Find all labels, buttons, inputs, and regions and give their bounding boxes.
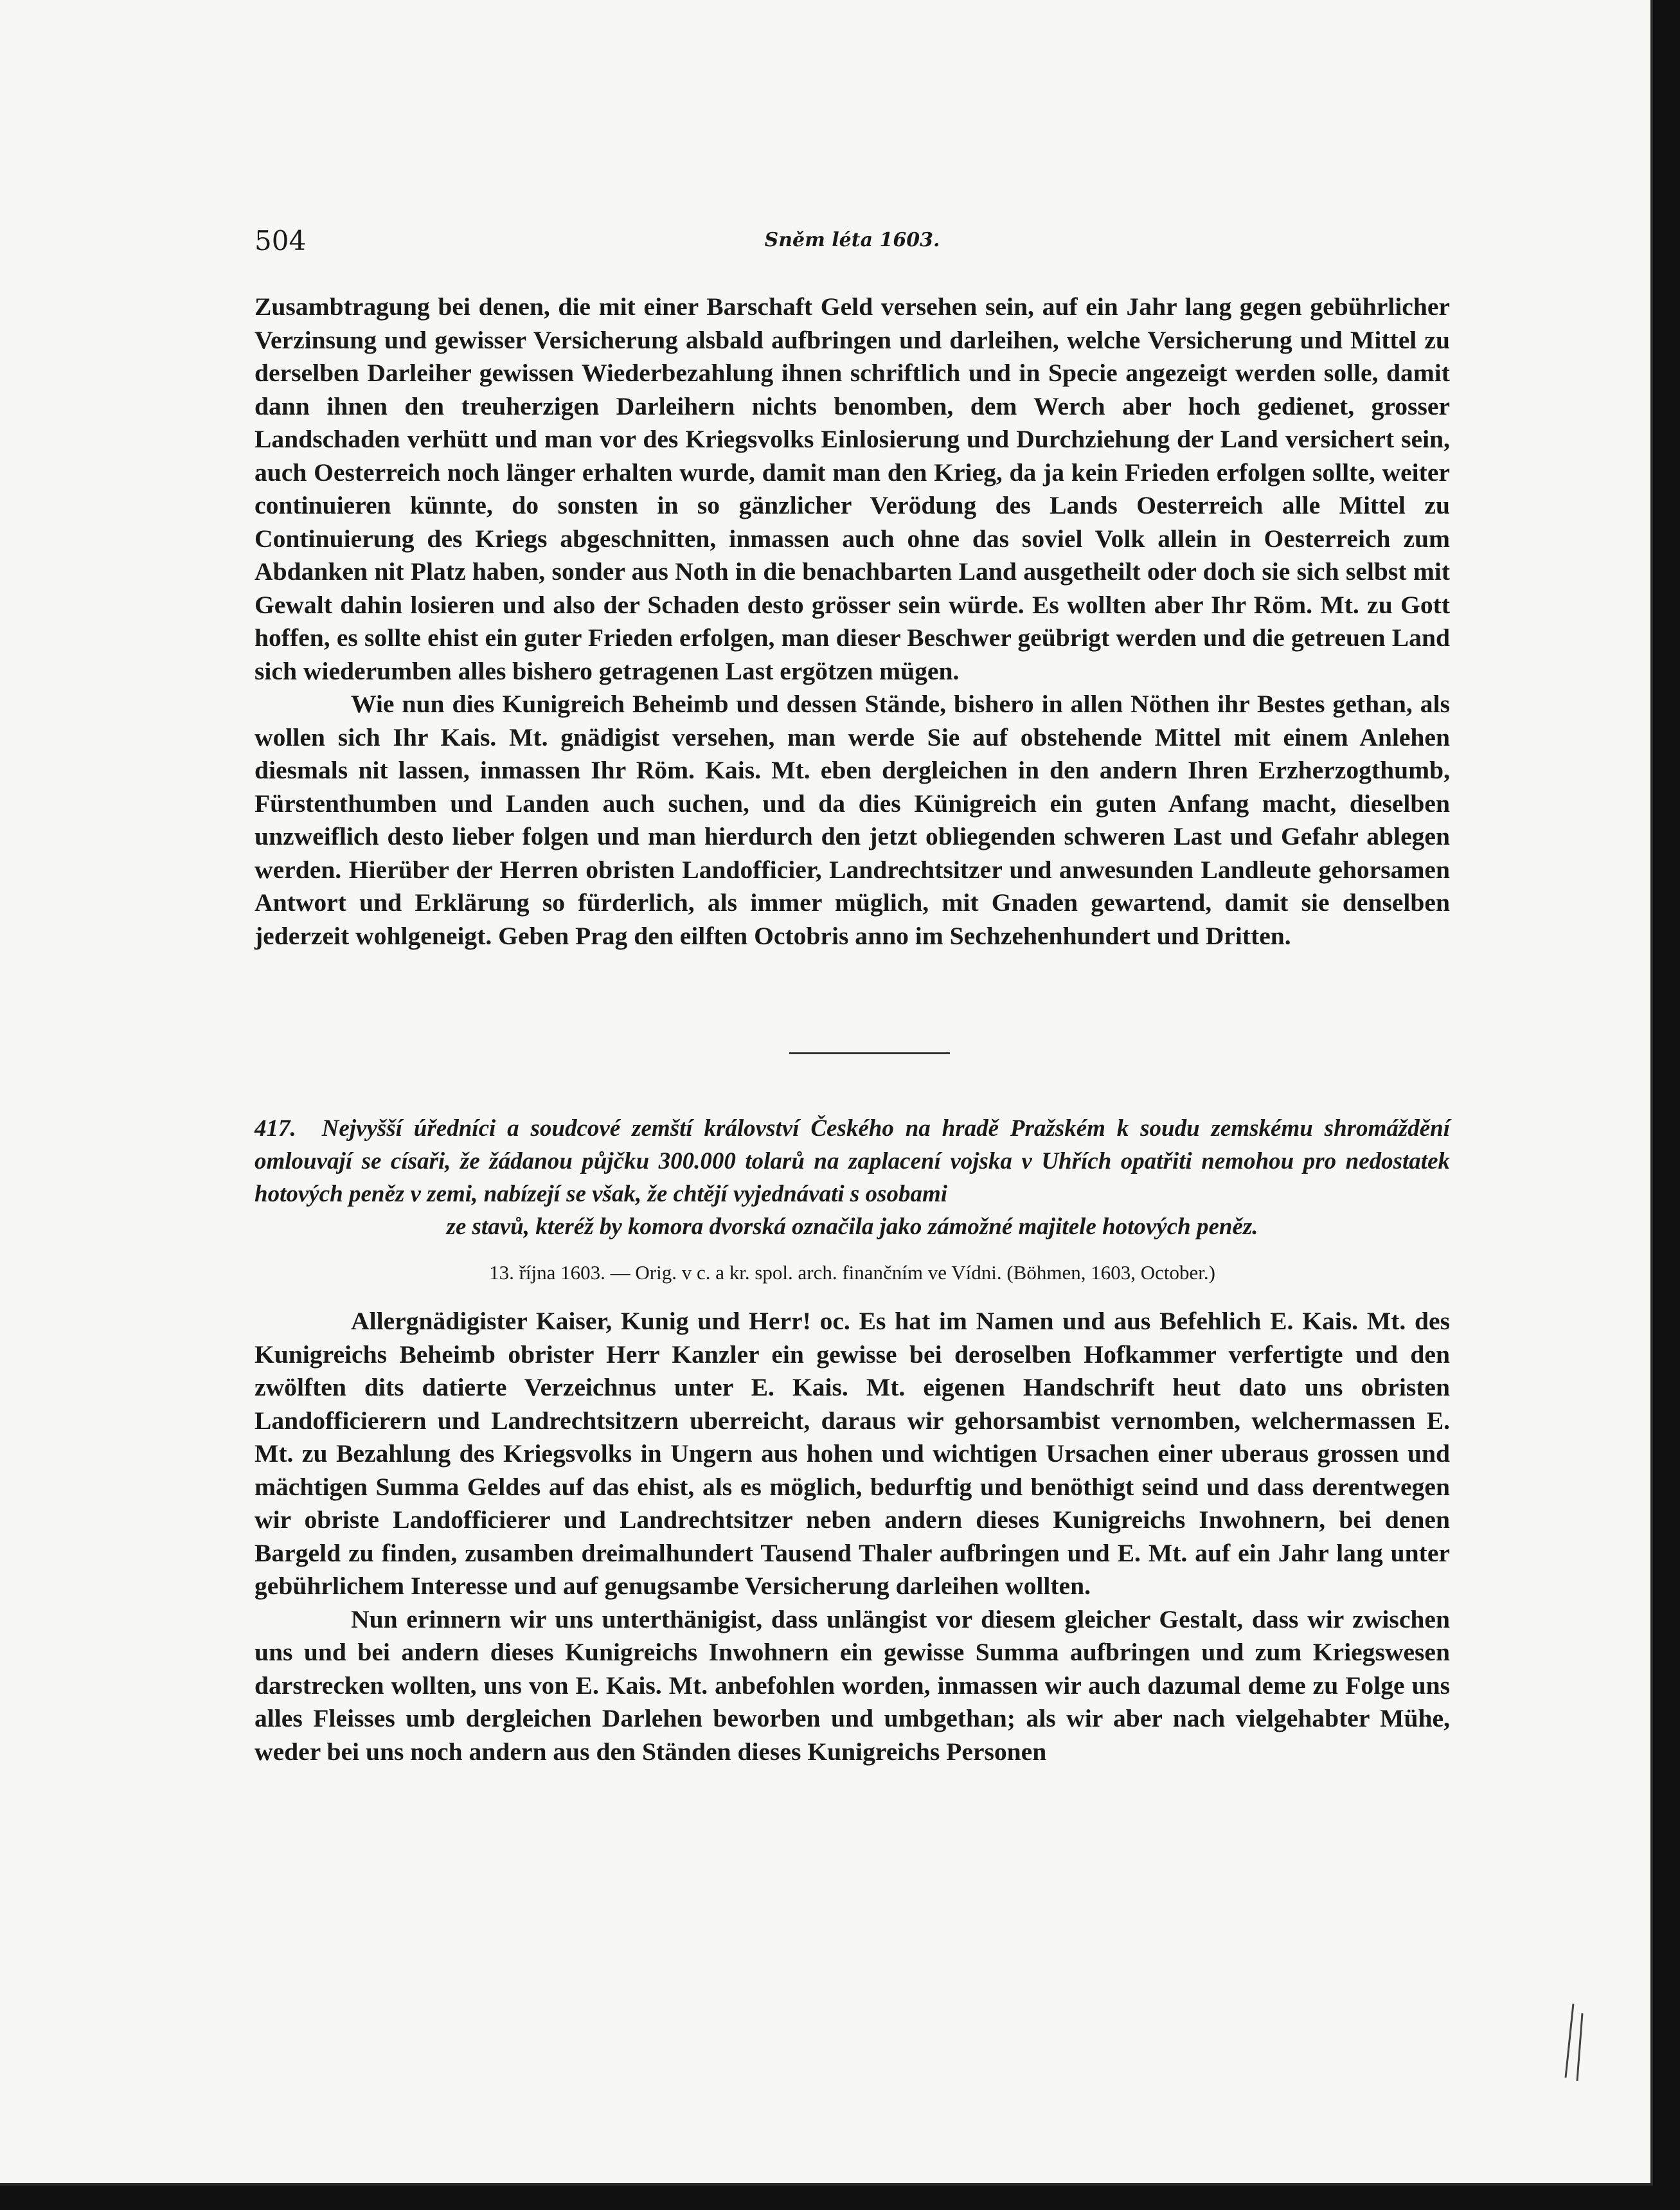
page-number: 504: [255, 225, 307, 256]
paragraph: Zusambtragung bei denen, die mit einer Barschaft Geld versehen sein, auf ein Jahr lang gegen gebührlicher Verzinsung und gewisser Versicherung alsbald aufbringen und darleihen, welche Versicherung und Mittel zu derselben Darleiher gewissen Wiederbezahlung ihnen schriftlich und in Specie angezeigt werden solle, damit dann ihnen den treuherzigen Darleihern nichts benomben, dem Werch aber hoch gedienet, grosser Landschaden verhütt und man vor des Kriegsvolks Einlosierung und Durchziehung der Land versichert sein, auch Oesterreich noch länger erhalten wurde, damit man den Krieg, da ja kein Frieden erfolgen sollte, weiter continuieren künnte, do sonsten in so gänzlicher Verödung des Lands Oesterreich alle Mittel zu Continuierung des Kriegs abgeschnitten, inmassen auch ohne das soviel Volk allein in Oesterreich zum Abdanken nit Platz haben, sonder aus Noth in die benachbarten Land ausgetheilt oder doch sie sich selbst mit Gewalt dahin losieren und also der Schaden desto grösser sein würde. Es wollten aber Ihr Röm. Mt. zu Gott hoffen, es sollte ehist ein guter Frieden erfolgen, man dieser Beschwer geübrigt werden und die getreuen Land sich wiederumben alles bishero getragenen Last ergötzen mügen.: [255, 292, 1450, 685]
paragraph: Allergnädigister Kaiser, Kunig und Herr! oc. Es hat im Namen und aus Befehlich E. Kais. Mt. des Kunigreichs Beheimb obrister Herr Kanzler ein gewisse bei deroselben Hofkammer verfertigte und den zwölften dits datierte Verzeichnus unter E. Kais. Mt. eigenen Handschrift heut dato uns obristen Landofficierern und Landrechtsitzern uberreicht, daraus wir gehorsambist vernomben, welchermassen E. Mt. zu Bezahlung des Kriegsvolks in Ungern aus hohen und wichtigen Ursachen einer uberaus grossen und mächtigen Summa Geldes auf das ehist, als es möglich, bedurftig und benöthigt seind und dass derentwegen wir obriste Landofficierer und Landrechtsitzer neben andern dieses Kunigreichs Inwohnern, bei denen Bargeld zu finden, zusamben dreimalhundert Tausend Thaler aufbringen und E. Mt. auf ein Jahr lang unter gebührlichem Interesse und auf genugsambe Versicherung darleihen wollten.: [255, 1307, 1450, 1600]
paragraph: Nun erinnern wir uns unterthänigist, dass unlängist vor diesem gleicher Gestalt, dass wir zwischen uns und bei andern dieses Kunigreichs Inwohnern ein gewisse Summa aufbringen und zum Kriegswesen darstrecken wollten, uns von E. Kais. Mt. anbefohlen worden, inmassen wir auch dazumal deme zu Folge uns alles Fleisses umb dergleichen Darlehen beworben und umbgethan; als wir aber nach vielgehabter Mühe, weder bei uns noch andern aus den Ständen dieses Kunigreichs Personen: [255, 1604, 1450, 1766]
document-heading: [255, 1112, 1450, 1243]
section-divider: [789, 1052, 950, 1054]
paragraph: Wie nun dies Kunigreich Beheimb und dessen Stände, bishero in allen Nöthen ihr Bestes gethan, als wollen sich Ihr Kais. Mt. gnädigist versehen, man werde Sie auf obstehende Mittel mit einem Anlehen diesmals nit lassen, inmassen Ihr Röm. Kais. Mt. eben dergleichen in den andern Ihren Erzherzogthumb, Fürstenthumben und Landen auch suchen, und da dies Künigreich ein guten Anfang macht, dieselben unzweiflich desto lieber folgen und man hierdurch den jetzt obliegenden schweren Last und Gefahr ablegen werden. Hierüber der Herren obristen Landofficier, Landrechtsitzer und anwesunden Landleute gehorsamen Antwort und Erklärung so fürderlich, als immer müglich, mit Gnaden gewartend, damit sie denselben jederzeit wohlgeneigt. Geben Prag den eilften Octobris anno im Sechzehenhundert und Dritten.: [255, 690, 1450, 950]
page-header: [255, 225, 1450, 264]
running-head: Sněm léta 1603.: [764, 229, 940, 251]
text-block-top: [255, 291, 1450, 953]
margin-pencil-mark: [1554, 2000, 1593, 2084]
document-title-last-line: ze stavů, kteréž by komora dvorská označila jako zámožné majitele hotových peněz.: [446, 1214, 1258, 1240]
text-block-bottom: [255, 1305, 1450, 1768]
document-number: 417.: [255, 1115, 296, 1142]
document-title: Nejvyšší úředníci a soudcové zemští království Českého na hradě Pražském k soudu zemskému shromáždění omlouvají se císaři, že žádanou půjčku 300.000 tolarů na zaplacení vojska v Uhřích opatřiti nemohou pro nedostatek hotových peněz v zemi, nabízejí se však, že chtějí vyjednávati s osobami: [255, 1115, 1450, 1207]
source-note: 13. října 1603. — Orig. v c. a kr. spol. arch. finančním ve Vídni. (Böhmen, 1603, October.): [489, 1261, 1215, 1284]
